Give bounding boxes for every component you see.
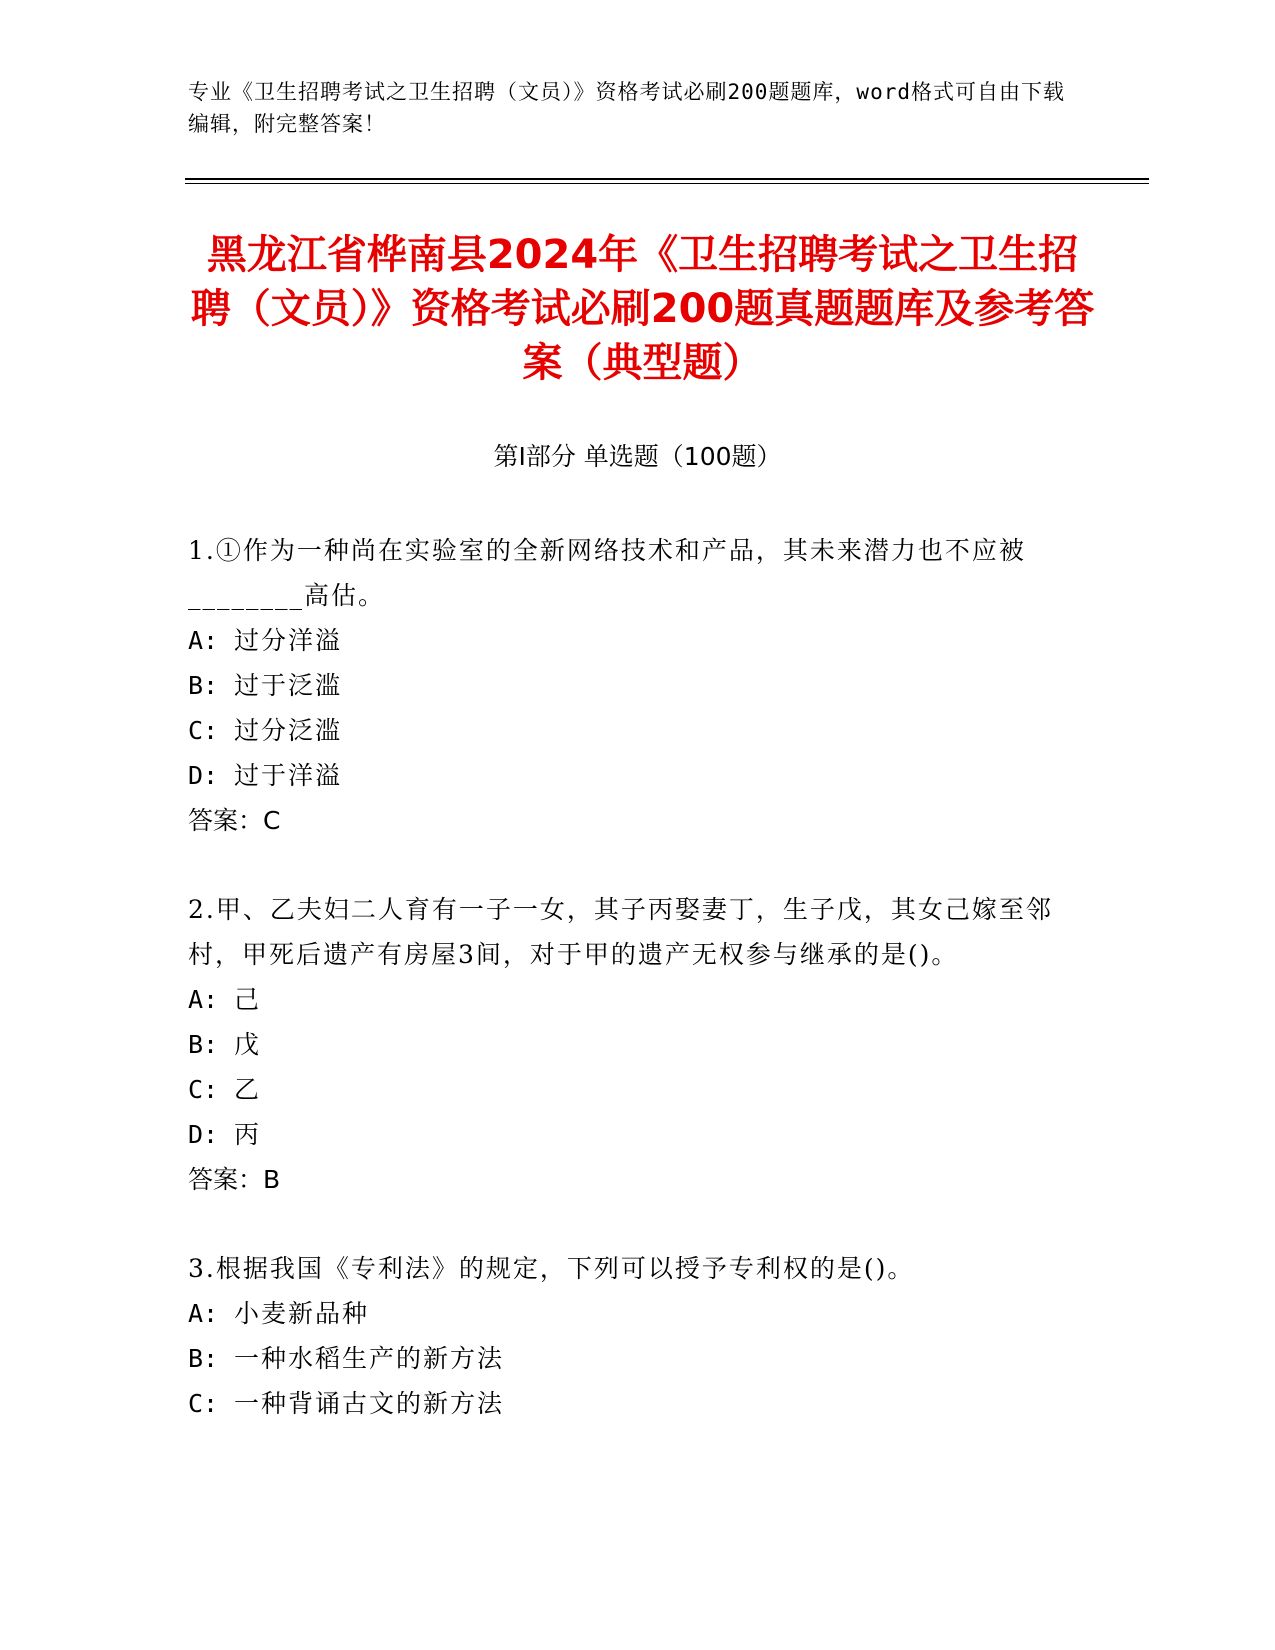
- option-text: 乙: [234, 1075, 262, 1104]
- header-divider-thin: [185, 183, 1149, 184]
- question-stem: 1.①作为一种尚在实验室的全新网络技术和产品，其未来潜力也不应被________高估。: [188, 536, 1026, 610]
- question-answer: 答案：C: [188, 806, 281, 835]
- option-letter: B:: [188, 1344, 219, 1373]
- option-letter: B:: [188, 1030, 219, 1059]
- option-text: 过于洋溢: [234, 761, 343, 790]
- header-note: 专业《卫生招聘考试之卫生招聘（文员）》资格考试必刷200题题库，word格式可自由下载编辑，附完整答案！: [188, 80, 1065, 136]
- option-letter: B:: [188, 671, 219, 700]
- question-list: [188, 528, 1068, 1470]
- question-option-b: [188, 1336, 1068, 1381]
- header-divider-thick: [185, 178, 1149, 180]
- question-option-a: [188, 618, 1068, 663]
- section-heading: 第I部分 单选题（100题）: [493, 442, 782, 471]
- option-text: 丙: [234, 1120, 262, 1149]
- option-text: 一种背诵古文的新方法: [234, 1389, 505, 1418]
- option-letter: D:: [188, 1120, 219, 1149]
- question-option-d: [188, 753, 1068, 798]
- option-text: 己: [234, 985, 262, 1014]
- option-text: 过于泛滥: [234, 671, 343, 700]
- option-letter: C:: [188, 716, 219, 745]
- question-3: [188, 1246, 1068, 1426]
- option-letter: D:: [188, 761, 219, 790]
- question-option-c: [188, 1381, 1068, 1426]
- option-letter: A:: [188, 626, 219, 655]
- question-answer: 答案：B: [188, 1165, 281, 1194]
- option-text: 小麦新品种: [234, 1299, 370, 1328]
- question-option-c: [188, 1067, 1068, 1112]
- option-letter: A:: [188, 1299, 219, 1328]
- question-1: [188, 528, 1068, 843]
- option-text: 一种水稻生产的新方法: [234, 1344, 505, 1373]
- option-text: 过分洋溢: [234, 626, 343, 655]
- question-option-b: [188, 663, 1068, 708]
- question-2: [188, 887, 1068, 1202]
- question-option-b: [188, 1022, 1068, 1067]
- option-text: 戊: [234, 1030, 262, 1059]
- question-stem: 2.甲、乙夫妇二人育有一子一女，其子丙娶妻丁，生子戊，其女己嫁至邻村，甲死后遗产有房屋3间，对于甲的遗产无权参与继承的是()。: [188, 895, 1053, 969]
- option-letter: C:: [188, 1389, 219, 1418]
- option-text: 过分泛滥: [234, 716, 343, 745]
- question-option-d: [188, 1112, 1068, 1157]
- option-letter: A:: [188, 985, 219, 1014]
- question-stem: 3.根据我国《专利法》的规定，下列可以授予专利权的是()。: [188, 1254, 915, 1283]
- question-option-c: [188, 708, 1068, 753]
- question-option-a: [188, 977, 1068, 1022]
- option-letter: C:: [188, 1075, 219, 1104]
- document-title: 黑龙江省桦南县2024年《卫生招聘考试之卫生招聘（文员）》资格考试必刷200题真题题库及参考答案（典型题）: [190, 232, 1095, 386]
- question-option-a: [188, 1291, 1068, 1336]
